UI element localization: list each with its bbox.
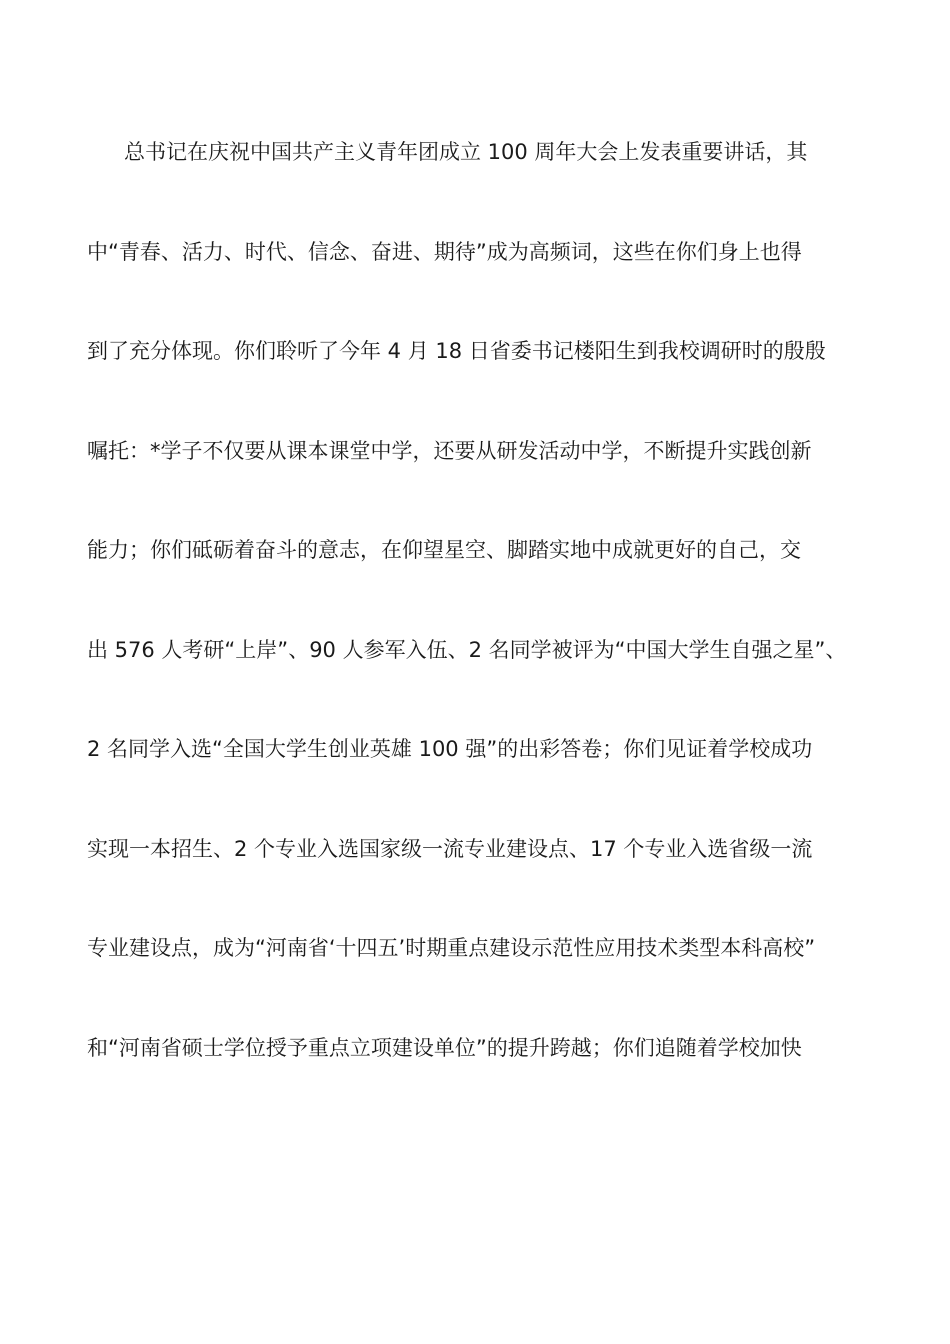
paragraph-line: 和“河南省硕士学位授予重点立项建设单位”的提升跨越；你们追随着学校加快 [87,1035,802,1060]
paragraph-line: 中“青春、活力、时代、信念、奋进、期待”成为高频词，这些在你们身上也得 [87,239,802,264]
paragraph-line: 能力；你们砥砺着奋斗的意志，在仰望星空、脚踏实地中成就更好的自己，交 [87,538,801,562]
paragraph-line: 嘱托：*学子不仅要从课本课堂中学，还要从研发活动中学，不断提升实践创新 [87,438,812,463]
body-paragraph [87,127,887,1122]
paragraph-line: 2 名同学入选“全国大学生创业英雄 100 强”的出彩答卷；你们见证着学校成功 [87,737,813,761]
paragraph-line: 到了充分体现。你们聆听了今年 4 月 18 日省委书记楼阳生到我校调研时的殷殷 [87,339,826,363]
paragraph-line: 实现一本招生、2 个专业入选国家级一流专业建设点、17 个专业入选省级一流 [87,836,813,861]
paragraph-line: 出 576 人考研“上岸”、90 人参军入伍、2 名同学被评为“中国大学生自强之星”、 [87,637,847,662]
paragraph-line: 专业建设点，成为“河南省‘十四五’时期重点建设示范性应用技术类型本科高校” [87,936,816,960]
paragraph-line: 总书记在庆祝中国共产主义青年团成立 100 周年大会上发表重要讲话，其 [124,140,808,164]
